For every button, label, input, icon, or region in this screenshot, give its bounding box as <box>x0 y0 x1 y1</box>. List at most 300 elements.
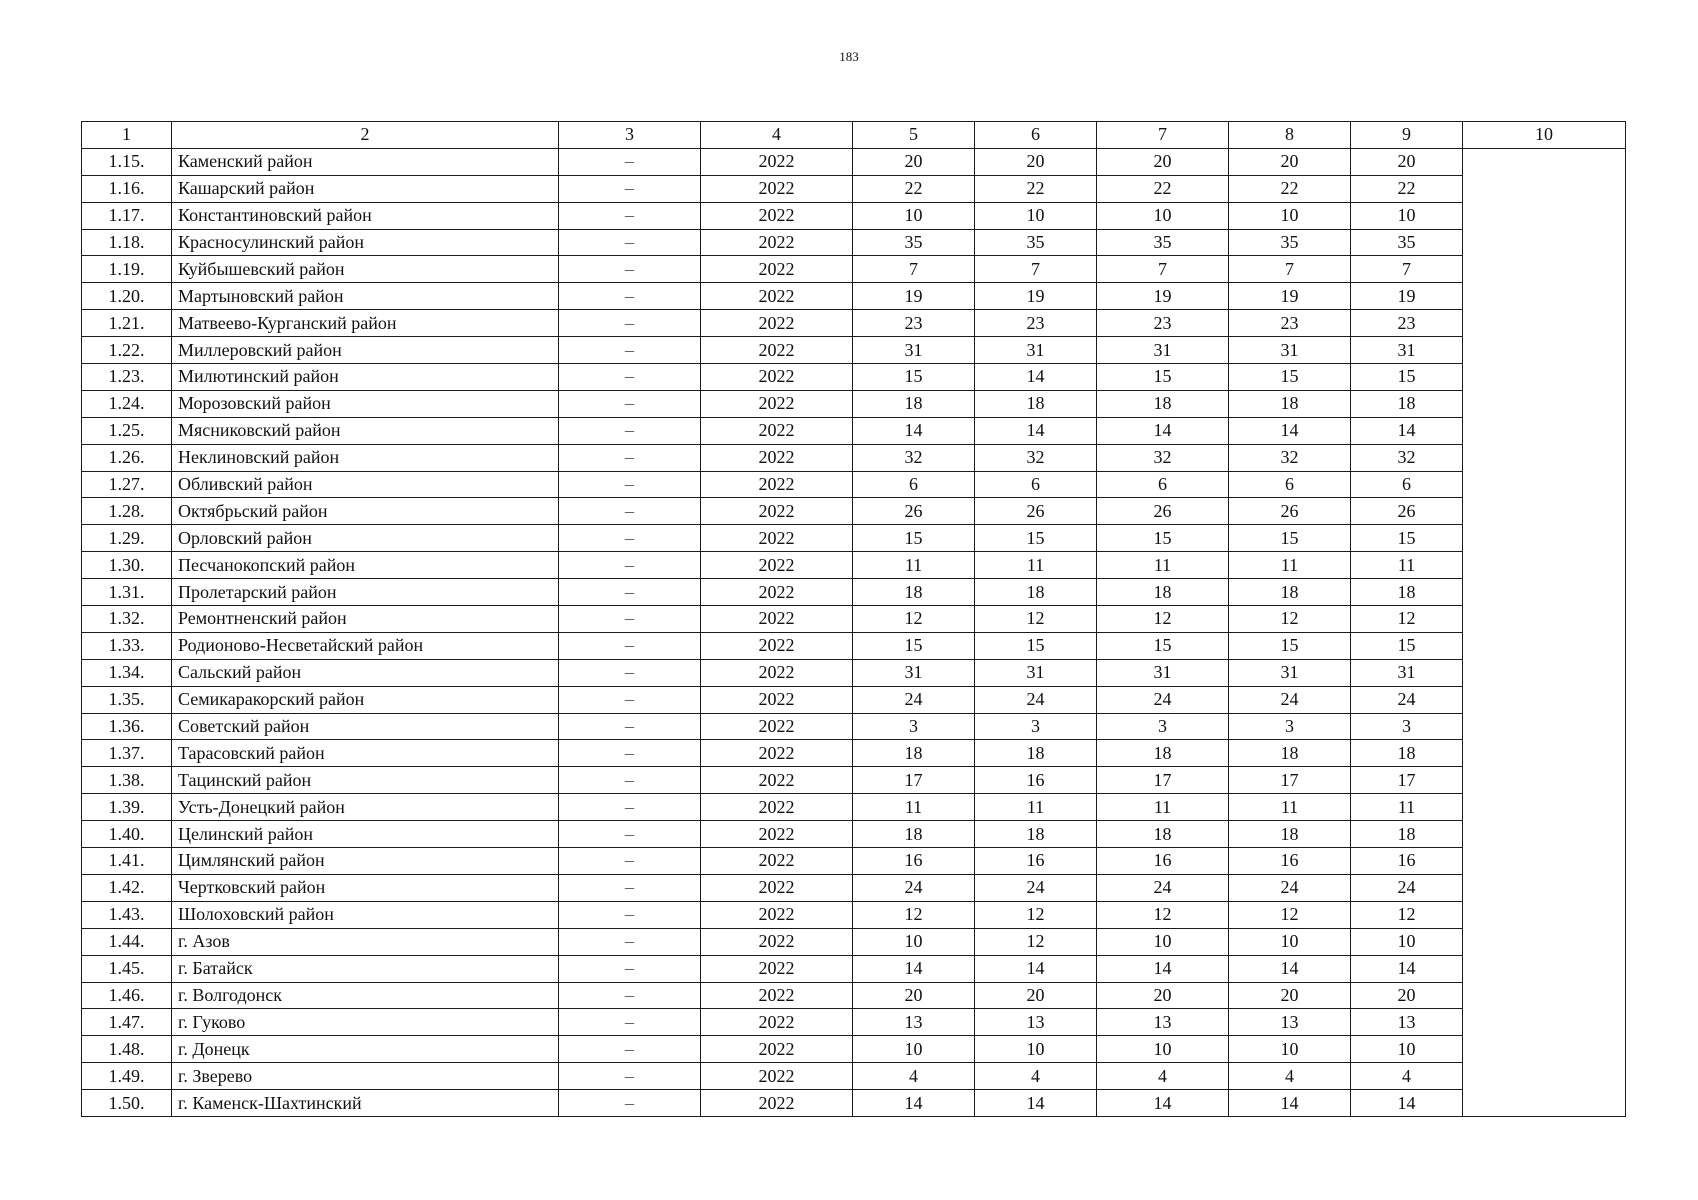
value-cell: 26 <box>1097 498 1229 525</box>
year-cell: 2022 <box>701 148 853 175</box>
dash-cell: – <box>559 606 701 633</box>
value-cell: 12 <box>1229 606 1351 633</box>
dash-cell: – <box>559 444 701 471</box>
table-row <box>82 1009 1626 1036</box>
value-cell: 14 <box>1351 417 1463 444</box>
year-cell: 2022 <box>701 283 853 310</box>
value-cell: 20 <box>975 982 1097 1009</box>
value-cell: 32 <box>1351 444 1463 471</box>
value-cell: 16 <box>1351 848 1463 875</box>
row-number-cell: 1.34. <box>82 659 172 686</box>
value-cell: 32 <box>1097 444 1229 471</box>
table-row <box>82 848 1626 875</box>
value-cell: 15 <box>1229 632 1351 659</box>
table-row <box>82 256 1626 283</box>
value-cell: 18 <box>1229 821 1351 848</box>
table-row <box>82 148 1626 175</box>
value-cell: 15 <box>1229 525 1351 552</box>
row-number-cell: 1.47. <box>82 1009 172 1036</box>
district-name-cell: Семикаракорский район <box>172 686 559 713</box>
year-cell: 2022 <box>701 229 853 256</box>
dash-cell: – <box>559 579 701 606</box>
year-cell: 2022 <box>701 982 853 1009</box>
row-number-cell: 1.25. <box>82 417 172 444</box>
dash-cell: – <box>559 1063 701 1090</box>
value-cell: 19 <box>975 283 1097 310</box>
row-number-cell: 1.22. <box>82 337 172 364</box>
value-cell: 10 <box>1229 1036 1351 1063</box>
dash-cell: – <box>559 767 701 794</box>
value-cell: 26 <box>975 498 1097 525</box>
year-cell: 2022 <box>701 632 853 659</box>
district-name-cell: Красносулинский район <box>172 229 559 256</box>
value-cell: 3 <box>1229 713 1351 740</box>
year-cell: 2022 <box>701 901 853 928</box>
value-cell: 18 <box>1351 821 1463 848</box>
value-cell: 15 <box>975 525 1097 552</box>
district-name-cell: Каменский район <box>172 148 559 175</box>
value-cell: 10 <box>1229 202 1351 229</box>
value-cell: 22 <box>853 175 975 202</box>
district-name-cell: Морозовский район <box>172 390 559 417</box>
value-cell: 14 <box>975 1090 1097 1117</box>
value-cell: 16 <box>975 767 1097 794</box>
table-row <box>82 202 1626 229</box>
value-cell: 11 <box>975 552 1097 579</box>
value-cell: 16 <box>1097 848 1229 875</box>
year-cell: 2022 <box>701 1009 853 1036</box>
value-cell: 32 <box>975 444 1097 471</box>
table-row <box>82 901 1626 928</box>
value-cell: 11 <box>1351 552 1463 579</box>
district-name-cell: Константиновский район <box>172 202 559 229</box>
value-cell: 17 <box>853 767 975 794</box>
value-cell: 20 <box>853 148 975 175</box>
value-cell: 10 <box>1351 202 1463 229</box>
dash-cell: – <box>559 1090 701 1117</box>
value-cell: 31 <box>1097 337 1229 364</box>
header-row <box>82 122 1626 149</box>
value-cell: 24 <box>1351 686 1463 713</box>
value-cell: 24 <box>1097 686 1229 713</box>
value-cell: 20 <box>1229 982 1351 1009</box>
value-cell: 20 <box>1229 148 1351 175</box>
value-cell: 20 <box>1351 148 1463 175</box>
value-cell: 23 <box>1229 310 1351 337</box>
value-cell: 24 <box>1351 874 1463 901</box>
year-cell: 2022 <box>701 525 853 552</box>
district-name-cell: Обливский район <box>172 471 559 498</box>
row-number-cell: 1.48. <box>82 1036 172 1063</box>
district-name-cell: Пролетарский район <box>172 579 559 606</box>
dash-cell: – <box>559 955 701 982</box>
dash-cell: – <box>559 525 701 552</box>
value-cell: 26 <box>1229 498 1351 525</box>
row-number-cell: 1.40. <box>82 821 172 848</box>
value-cell: 12 <box>1351 606 1463 633</box>
year-cell: 2022 <box>701 955 853 982</box>
value-cell: 31 <box>853 659 975 686</box>
value-cell: 14 <box>1097 1090 1229 1117</box>
table-row <box>82 632 1626 659</box>
district-name-cell: Матвеево-Курганский район <box>172 310 559 337</box>
column-number-header: 5 <box>853 122 975 149</box>
value-cell: 15 <box>1351 525 1463 552</box>
value-cell: 24 <box>853 874 975 901</box>
value-cell: 10 <box>1229 928 1351 955</box>
row-number-cell: 1.33. <box>82 632 172 659</box>
value-cell: 31 <box>975 659 1097 686</box>
value-cell: 18 <box>975 740 1097 767</box>
table-row <box>82 229 1626 256</box>
table-row <box>82 928 1626 955</box>
dash-cell: – <box>559 390 701 417</box>
district-name-cell: г. Зверево <box>172 1063 559 1090</box>
dash-cell: – <box>559 874 701 901</box>
value-cell: 18 <box>853 390 975 417</box>
value-cell: 23 <box>853 310 975 337</box>
table-row <box>82 579 1626 606</box>
value-cell: 10 <box>975 202 1097 229</box>
value-cell: 4 <box>1229 1063 1351 1090</box>
table-row <box>82 310 1626 337</box>
row-number-cell: 1.38. <box>82 767 172 794</box>
district-name-cell: Миллеровский район <box>172 337 559 364</box>
year-cell: 2022 <box>701 202 853 229</box>
value-cell: 15 <box>1097 525 1229 552</box>
row-number-cell: 1.29. <box>82 525 172 552</box>
year-cell: 2022 <box>701 471 853 498</box>
value-cell: 14 <box>1351 955 1463 982</box>
value-cell: 18 <box>853 579 975 606</box>
value-cell: 35 <box>1097 229 1229 256</box>
year-cell: 2022 <box>701 606 853 633</box>
value-cell: 6 <box>1229 471 1351 498</box>
year-cell: 2022 <box>701 444 853 471</box>
column-number-header: 9 <box>1351 122 1463 149</box>
value-cell: 7 <box>1097 256 1229 283</box>
table-row <box>82 498 1626 525</box>
value-cell: 26 <box>853 498 975 525</box>
value-cell: 11 <box>975 794 1097 821</box>
value-cell: 12 <box>975 928 1097 955</box>
value-cell: 19 <box>1351 283 1463 310</box>
value-cell: 18 <box>1097 821 1229 848</box>
value-cell: 24 <box>975 874 1097 901</box>
value-cell: 6 <box>1097 471 1229 498</box>
dash-cell: – <box>559 552 701 579</box>
value-cell: 18 <box>853 821 975 848</box>
row-number-cell: 1.50. <box>82 1090 172 1117</box>
table-row <box>82 175 1626 202</box>
value-cell: 12 <box>853 901 975 928</box>
dash-cell: – <box>559 1036 701 1063</box>
district-name-cell: Октябрьский район <box>172 498 559 525</box>
value-cell: 14 <box>1229 417 1351 444</box>
dash-cell: – <box>559 256 701 283</box>
value-cell: 11 <box>853 552 975 579</box>
year-cell: 2022 <box>701 713 853 740</box>
value-cell: 14 <box>975 364 1097 391</box>
table-row <box>82 982 1626 1009</box>
district-name-cell: Тацинский район <box>172 767 559 794</box>
dash-cell: – <box>559 740 701 767</box>
table-row <box>82 821 1626 848</box>
value-cell: 22 <box>1229 175 1351 202</box>
value-cell: 4 <box>853 1063 975 1090</box>
value-cell: 11 <box>1229 794 1351 821</box>
table-row <box>82 955 1626 982</box>
table-row <box>82 740 1626 767</box>
dash-cell: – <box>559 498 701 525</box>
value-cell: 13 <box>1097 1009 1229 1036</box>
value-cell: 18 <box>1351 390 1463 417</box>
table-row <box>82 390 1626 417</box>
district-name-cell: Песчанокопский район <box>172 552 559 579</box>
table-row <box>82 1063 1626 1090</box>
district-name-cell: г. Батайск <box>172 955 559 982</box>
value-cell: 17 <box>1351 767 1463 794</box>
row-number-cell: 1.44. <box>82 928 172 955</box>
value-cell: 15 <box>1097 632 1229 659</box>
dash-cell: – <box>559 417 701 444</box>
value-cell: 24 <box>1229 686 1351 713</box>
value-cell: 18 <box>975 579 1097 606</box>
table-body <box>82 122 1626 1117</box>
value-cell: 19 <box>853 283 975 310</box>
dash-cell: – <box>559 1009 701 1036</box>
table-row <box>82 713 1626 740</box>
year-cell: 2022 <box>701 337 853 364</box>
row-number-cell: 1.15. <box>82 148 172 175</box>
column-number-header: 4 <box>701 122 853 149</box>
dash-cell: – <box>559 982 701 1009</box>
value-cell: 16 <box>975 848 1097 875</box>
district-name-cell: г. Волгодонск <box>172 982 559 1009</box>
value-cell: 10 <box>853 202 975 229</box>
district-name-cell: Советский район <box>172 713 559 740</box>
value-cell: 18 <box>975 390 1097 417</box>
district-name-cell: Цимлянский район <box>172 848 559 875</box>
value-cell: 23 <box>975 310 1097 337</box>
value-cell: 7 <box>975 256 1097 283</box>
row-number-cell: 1.36. <box>82 713 172 740</box>
value-cell: 7 <box>1351 256 1463 283</box>
row-number-cell: 1.24. <box>82 390 172 417</box>
table-row <box>82 874 1626 901</box>
value-cell: 12 <box>1351 901 1463 928</box>
column-10-merged-cell <box>1463 148 1626 1116</box>
value-cell: 11 <box>853 794 975 821</box>
district-name-cell: Ремонтненский район <box>172 606 559 633</box>
district-name-cell: г. Гуково <box>172 1009 559 1036</box>
value-cell: 7 <box>853 256 975 283</box>
value-cell: 12 <box>975 901 1097 928</box>
row-number-cell: 1.23. <box>82 364 172 391</box>
year-cell: 2022 <box>701 1090 853 1117</box>
value-cell: 6 <box>1351 471 1463 498</box>
value-cell: 18 <box>1351 740 1463 767</box>
value-cell: 24 <box>1097 874 1229 901</box>
value-cell: 10 <box>1097 928 1229 955</box>
value-cell: 6 <box>853 471 975 498</box>
value-cell: 26 <box>1351 498 1463 525</box>
value-cell: 13 <box>1351 1009 1463 1036</box>
table-row <box>82 471 1626 498</box>
value-cell: 4 <box>975 1063 1097 1090</box>
district-name-cell: Целинский район <box>172 821 559 848</box>
value-cell: 35 <box>1351 229 1463 256</box>
value-cell: 20 <box>1351 982 1463 1009</box>
row-number-cell: 1.27. <box>82 471 172 498</box>
column-number-header: 1 <box>82 122 172 149</box>
row-number-cell: 1.37. <box>82 740 172 767</box>
row-number-cell: 1.16. <box>82 175 172 202</box>
value-cell: 13 <box>853 1009 975 1036</box>
value-cell: 31 <box>1351 337 1463 364</box>
column-number-header: 10 <box>1463 122 1626 149</box>
dash-cell: – <box>559 202 701 229</box>
row-number-cell: 1.42. <box>82 874 172 901</box>
value-cell: 12 <box>1229 901 1351 928</box>
value-cell: 14 <box>853 1090 975 1117</box>
district-name-cell: Орловский район <box>172 525 559 552</box>
dash-cell: – <box>559 364 701 391</box>
value-cell: 12 <box>975 606 1097 633</box>
value-cell: 11 <box>1097 794 1229 821</box>
value-cell: 14 <box>1229 1090 1351 1117</box>
district-name-cell: Мартыновский район <box>172 283 559 310</box>
value-cell: 31 <box>1097 659 1229 686</box>
value-cell: 18 <box>1351 579 1463 606</box>
district-name-cell: Усть-Донецкий район <box>172 794 559 821</box>
year-cell: 2022 <box>701 579 853 606</box>
value-cell: 20 <box>1097 148 1229 175</box>
table-row <box>82 552 1626 579</box>
value-cell: 18 <box>1229 390 1351 417</box>
row-number-cell: 1.31. <box>82 579 172 606</box>
value-cell: 12 <box>1097 606 1229 633</box>
row-number-cell: 1.43. <box>82 901 172 928</box>
district-name-cell: г. Каменск-Шахтинский <box>172 1090 559 1117</box>
row-number-cell: 1.19. <box>82 256 172 283</box>
value-cell: 31 <box>975 337 1097 364</box>
dash-cell: – <box>559 794 701 821</box>
row-number-cell: 1.46. <box>82 982 172 1009</box>
value-cell: 17 <box>1097 767 1229 794</box>
dash-cell: – <box>559 471 701 498</box>
table-row <box>82 1036 1626 1063</box>
year-cell: 2022 <box>701 659 853 686</box>
column-number-header: 7 <box>1097 122 1229 149</box>
value-cell: 18 <box>853 740 975 767</box>
dash-cell: – <box>559 848 701 875</box>
row-number-cell: 1.39. <box>82 794 172 821</box>
value-cell: 35 <box>975 229 1097 256</box>
column-number-header: 3 <box>559 122 701 149</box>
value-cell: 15 <box>853 525 975 552</box>
value-cell: 19 <box>1229 283 1351 310</box>
value-cell: 35 <box>853 229 975 256</box>
district-name-cell: г. Азов <box>172 928 559 955</box>
value-cell: 35 <box>1229 229 1351 256</box>
district-name-cell: г. Донецк <box>172 1036 559 1063</box>
row-number-cell: 1.41. <box>82 848 172 875</box>
value-cell: 23 <box>1097 310 1229 337</box>
value-cell: 24 <box>853 686 975 713</box>
year-cell: 2022 <box>701 874 853 901</box>
value-cell: 15 <box>1097 364 1229 391</box>
value-cell: 6 <box>975 471 1097 498</box>
value-cell: 10 <box>975 1036 1097 1063</box>
row-number-cell: 1.32. <box>82 606 172 633</box>
district-name-cell: Неклиновский район <box>172 444 559 471</box>
dash-cell: – <box>559 175 701 202</box>
table-row <box>82 659 1626 686</box>
dash-cell: – <box>559 310 701 337</box>
value-cell: 11 <box>1351 794 1463 821</box>
value-cell: 22 <box>975 175 1097 202</box>
dash-cell: – <box>559 928 701 955</box>
value-cell: 16 <box>1229 848 1351 875</box>
value-cell: 31 <box>1229 659 1351 686</box>
row-number-cell: 1.17. <box>82 202 172 229</box>
value-cell: 24 <box>975 686 1097 713</box>
column-number-header: 8 <box>1229 122 1351 149</box>
row-number-cell: 1.18. <box>82 229 172 256</box>
value-cell: 18 <box>1097 579 1229 606</box>
row-number-cell: 1.35. <box>82 686 172 713</box>
value-cell: 18 <box>1097 740 1229 767</box>
value-cell: 12 <box>1097 901 1229 928</box>
value-cell: 16 <box>853 848 975 875</box>
table-row <box>82 337 1626 364</box>
year-cell: 2022 <box>701 256 853 283</box>
table-row <box>82 794 1626 821</box>
row-number-cell: 1.20. <box>82 283 172 310</box>
value-cell: 32 <box>1229 444 1351 471</box>
dash-cell: – <box>559 659 701 686</box>
year-cell: 2022 <box>701 310 853 337</box>
column-number-header: 2 <box>172 122 559 149</box>
year-cell: 2022 <box>701 390 853 417</box>
value-cell: 11 <box>1229 552 1351 579</box>
value-cell: 10 <box>1097 1036 1229 1063</box>
table-row <box>82 1090 1626 1117</box>
year-cell: 2022 <box>701 821 853 848</box>
value-cell: 15 <box>1351 364 1463 391</box>
table-row <box>82 364 1626 391</box>
table-row <box>82 283 1626 310</box>
value-cell: 4 <box>1351 1063 1463 1090</box>
district-name-cell: Шолоховский район <box>172 901 559 928</box>
page-number: 183 <box>839 49 859 64</box>
value-cell: 12 <box>853 606 975 633</box>
value-cell: 18 <box>975 821 1097 848</box>
dash-cell: – <box>559 821 701 848</box>
table-row <box>82 767 1626 794</box>
district-name-cell: Мясниковский район <box>172 417 559 444</box>
value-cell: 14 <box>1229 955 1351 982</box>
value-cell: 17 <box>1229 767 1351 794</box>
value-cell: 32 <box>853 444 975 471</box>
value-cell: 22 <box>1097 175 1229 202</box>
value-cell: 10 <box>1351 928 1463 955</box>
year-cell: 2022 <box>701 686 853 713</box>
value-cell: 10 <box>853 928 975 955</box>
row-number-cell: 1.45. <box>82 955 172 982</box>
dash-cell: – <box>559 713 701 740</box>
